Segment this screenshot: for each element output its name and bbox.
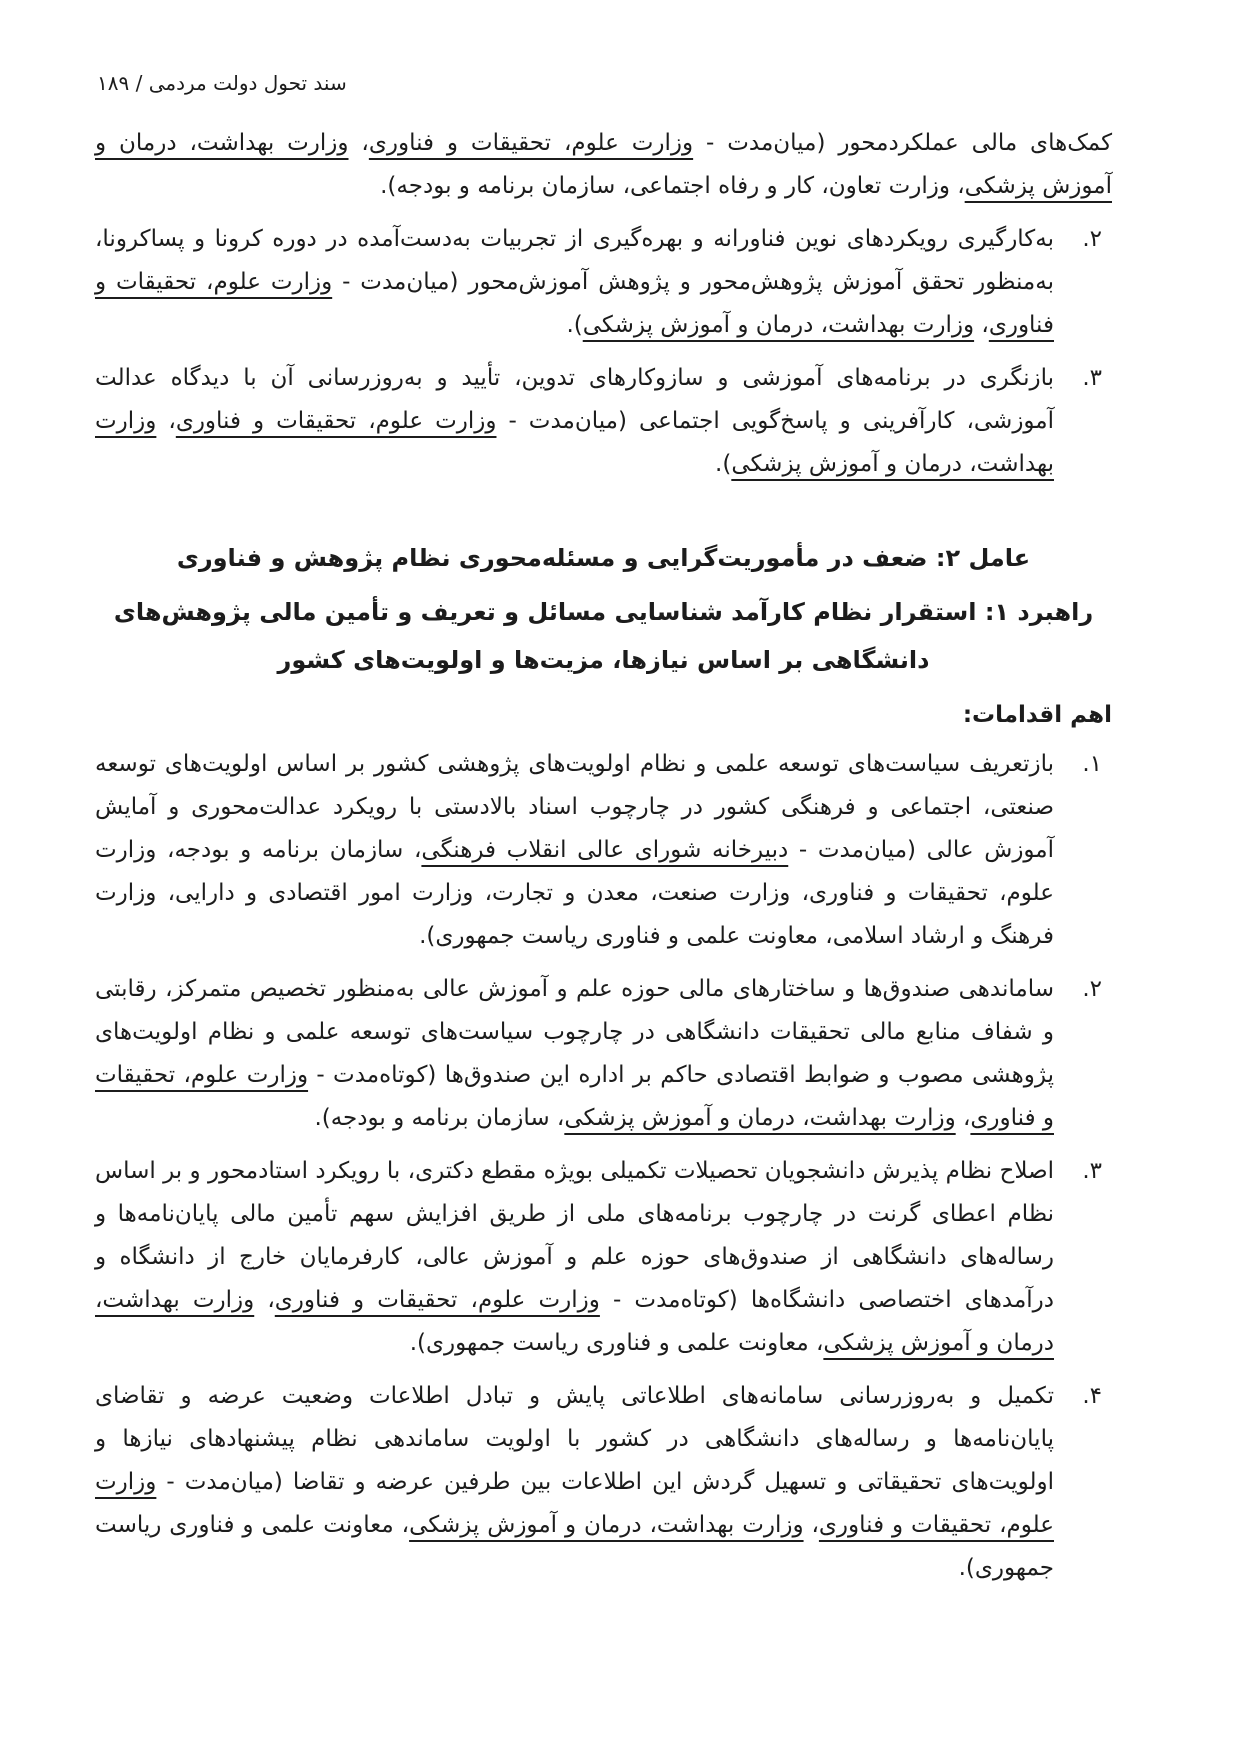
list-item-text	[95, 968, 1054, 1140]
text-run: بازتعریف سیاست‌های توسعه علمی و نظام اولویت‌های پژوهشی کشور بر اساس اولویت‌های توسعه صنعتی، اجتماعی و فرهنگی کشور در چارچوب اسناد بالادستی با رویکرد عدالت‌محوری و آمایش آموزش عالی (میان‌مدت -	[95, 751, 1055, 863]
list-item-text	[95, 218, 1054, 347]
page-body	[95, 122, 1112, 1600]
list-item-number: ۳.	[1082, 1158, 1102, 1184]
text-run: ، وزارت تعاون، کار و رفاه اجتماعی، سازمان برنامه و بودجه).	[380, 173, 965, 199]
list-item-continuation	[95, 122, 1112, 208]
actions-heading: اهم اقدامات:	[962, 702, 1112, 728]
underlined-ministry-name: دبیرخانه شورای عالی انقلاب فرهنگی	[421, 837, 789, 863]
underlined-ministry-name: وزارت بهداشت، درمان و آموزش پزشکی	[409, 1512, 804, 1538]
underlined-ministry-name: وزارت بهداشت، درمان و آموزش پزشکی	[95, 1287, 1054, 1356]
text-run: ،	[974, 312, 989, 338]
text-run: ،	[156, 408, 176, 434]
list-item-number: ۳.	[1082, 365, 1102, 391]
list-item-number: ۴.	[1082, 1383, 1102, 1409]
text-run: ، سازمان برنامه و بودجه، وزارت علوم، تحقیقات و فناوری، وزارت صنعت، معدن و تجارت، وزارت امور اقتصادی و دارایی، وزارت فرهنگ و ارشاد اسلامی، معاونت علمی و فناوری ریاست جمهوری).	[95, 837, 1054, 949]
underlined-ministry-name: وزارت علوم، تحقیقات و فناوری	[95, 269, 1054, 338]
list-item-text	[95, 1150, 1054, 1365]
action-item-1	[95, 743, 1112, 958]
action-item-3	[95, 1150, 1112, 1365]
underlined-ministry-name: وزارت بهداشت، درمان و آموزش پزشکی	[564, 1105, 956, 1131]
underlined-ministry-name: وزارت علوم، تحقیقات و فناوری	[274, 1287, 600, 1313]
action-item-2	[95, 968, 1112, 1140]
list-item-text	[95, 1375, 1054, 1590]
text-run: ).	[715, 451, 732, 477]
text-run: ، سازمان برنامه و بودجه).	[314, 1105, 565, 1131]
list-item	[95, 357, 1112, 486]
underlined-ministry-name: وزارت بهداشت، درمان و آموزش پزشکی	[95, 130, 1112, 199]
text-run: کمک‌های مالی عملکردمحور (میان‌مدت -	[693, 130, 1113, 156]
underlined-ministry-name: وزارت بهداشت، درمان و آموزش پزشکی	[582, 312, 975, 338]
list-item-number: ۲.	[1082, 976, 1102, 1002]
page-header: سند تحول دولت مردمی / ۱۸۹	[97, 71, 347, 95]
text-run: ،	[803, 1512, 819, 1538]
action-item-4	[95, 1375, 1112, 1590]
text-run: ،	[254, 1287, 275, 1313]
list-item-text	[95, 357, 1054, 486]
text-run: ،	[955, 1105, 971, 1131]
list-item-text	[95, 743, 1054, 958]
list-item	[95, 218, 1112, 347]
text-run: اصلاح نظام پذیرش دانشجویان تحصیلات تکمیلی بویژه مقطع دکتری، با رویکرد استادمحور و بر اساس نظام اعطای گرنت در چارچوب برنامه‌های ملی از طریق افزایش سهم تأمین مالی پایان‌نامه‌ها و رساله‌های دانشگاهی از صندوق‌های حوزه علم و آموزش عالی، کارفرمایان خارج از دانشگاه و درآمدهای اختصاصی دانشگاه‌ها (کوتاه‌مدت -	[95, 1158, 1055, 1313]
text-run: به‌کارگیری رویکردهای نوین فناورانه و بهره‌گیری از تجربیات به‌دست‌آمده در دوره کرونا و پساکرونا، به‌منظور تحقق آموزش پژوهش‌محور و پژوهش آموزش‌محور (میان‌مدت -	[95, 226, 1054, 295]
list-item-number: ۲.	[1082, 226, 1102, 252]
underlined-ministry-name: وزارت علوم، تحقیقات و فناوری	[368, 130, 694, 156]
text-run: ، معاونت علمی و فناوری ریاست جمهوری).	[95, 1512, 1054, 1581]
underlined-ministry-name: وزارت بهداشت، درمان و آموزش پزشکی	[95, 408, 1054, 477]
text-run: ،	[348, 130, 369, 156]
text-run: ساماندهی صندوق‌ها و ساختارهای مالی حوزه علم و آموزش عالی به‌منظور تخصیص متمرکز، رقابتی و شفاف منابع مالی تحقیقات دانشگاهی در چارچوب سیاست‌های توسعه علمی و نظام اولویت‌های پژوهشی مصوب و ضوابط اقتصادی حاکم بر اداره این صندوق‌ها (کوتاه‌مدت -	[95, 976, 1054, 1088]
strategy-heading: راهبرد ۱: استقرار نظام کارآمد شناسایی مسائل و تعریف و تأمین مالی پژوهش‌های دانشگاهی بر اساس نیازها، مزیت‌ها و اولویت‌های کشور	[113, 598, 1094, 674]
text-run: بازنگری در برنامه‌های آموزشی و سازوکارهای تدوین، تأیید و به‌روزرسانی آن با دیدگاه عدالت آموزشی، کارآفرینی و پاسخ‌گویی اجتماعی (میان‌مدت -	[95, 365, 1055, 434]
underlined-ministry-name: وزارت علوم، تحقیقات و فناوری	[175, 408, 497, 434]
text-run: تکمیل و به‌روزرسانی سامانه‌های اطلاعاتی پایش و تبادل اطلاعات وضعیت عرضه و تقاضای پایان‌نامه‌ها و رساله‌های دانشگاهی در کشور با اولویت ساماندهی نظام پیشنهادهای نیازها و اولویت‌های تحقیقاتی و تسهیل گردش این اطلاعات بین طرفین عرضه و تقاضا (میان‌مدت -	[95, 1383, 1054, 1495]
list-item-number: ۱.	[1082, 751, 1102, 777]
text-run: ).	[566, 312, 583, 338]
text-run: ، معاونت علمی و فناوری ریاست جمهوری).	[409, 1330, 824, 1356]
factor-heading: عامل ۲: ضعف در مأموریت‌گرایی و مسئله‌محوری نظام پژوهش و فناوری	[176, 544, 1031, 572]
underlined-ministry-name: وزارت علوم، تحقیقات و فناوری	[95, 1469, 1054, 1538]
underlined-ministry-name: وزارت علوم، تحقیقات و فناوری	[95, 1062, 1054, 1131]
